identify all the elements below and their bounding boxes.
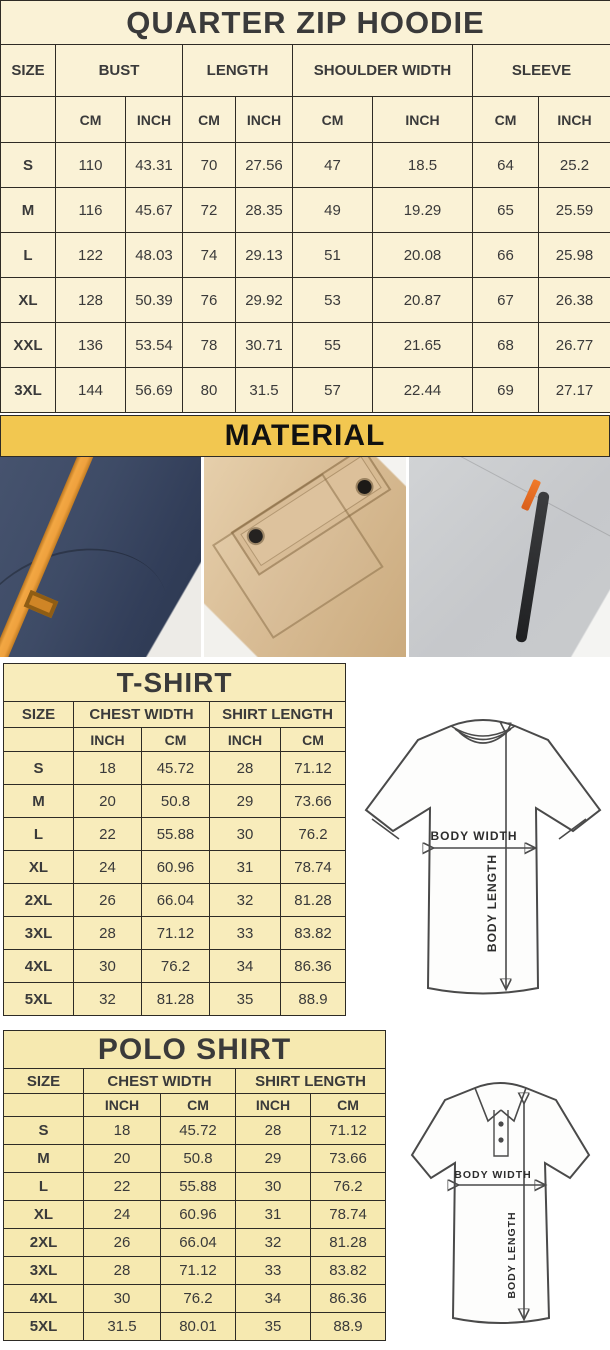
measurement-cell: 31.5 — [236, 368, 293, 413]
size-label-cell: 5XL — [4, 1313, 84, 1341]
measurement-cell: 28 — [84, 1257, 161, 1285]
unit-header: INCH — [84, 1094, 161, 1117]
measurement-cell: 22 — [74, 818, 142, 851]
size-column-header: SIZE — [4, 1069, 84, 1094]
polo-size-table — [3, 1030, 386, 1341]
tshirt-measurement-diagram — [348, 688, 610, 1018]
measurement-cell: 30 — [236, 1173, 311, 1201]
measurement-cell: 45.72 — [161, 1117, 236, 1145]
measurement-cell: 28.35 — [236, 188, 293, 233]
measurement-cell: 55 — [293, 323, 373, 368]
hoodie-title-row — [1, 1, 610, 45]
measurement-cell: 60.96 — [161, 1201, 236, 1229]
size-column-header: SIZE — [4, 702, 74, 728]
unit-header: INCH — [373, 97, 473, 143]
measurement-cell: 70 — [183, 143, 236, 188]
measurement-cell: 86.36 — [311, 1285, 386, 1313]
measurement-cell: 28 — [210, 752, 281, 785]
measurement-cell: 65 — [473, 188, 539, 233]
measurement-cell: 81.28 — [281, 884, 346, 917]
table-row — [4, 1229, 386, 1257]
hoodie-size-table — [0, 0, 610, 413]
size-label-cell: S — [4, 752, 74, 785]
measurement-cell: 66 — [473, 233, 539, 278]
unit-header: INCH — [210, 728, 281, 752]
unit-header: CM — [473, 97, 539, 143]
measurement-cell: 71.12 — [142, 917, 210, 950]
unit-header: INCH — [236, 1094, 311, 1117]
measurement-cell: 57 — [293, 368, 373, 413]
measurement-cell: 26.77 — [539, 323, 610, 368]
measurement-cell: 51 — [293, 233, 373, 278]
measurement-cell: 28 — [236, 1117, 311, 1145]
size-label-cell: 4XL — [4, 950, 74, 983]
empty-header-cell — [4, 728, 74, 752]
measurement-cell: 68 — [473, 323, 539, 368]
table-row — [4, 752, 346, 785]
size-label-cell: 2XL — [4, 1229, 84, 1257]
material-photo-strip — [0, 457, 610, 657]
tshirt-size-table — [3, 663, 346, 1016]
size-label-cell: S — [4, 1117, 84, 1145]
measurement-cell: 122 — [56, 233, 126, 278]
measurement-cell: 30 — [210, 818, 281, 851]
table-row — [1, 323, 610, 368]
size-label-cell: L — [4, 1173, 84, 1201]
measurement-cell: 32 — [236, 1229, 311, 1257]
unit-header: INCH — [539, 97, 610, 143]
size-label-cell: M — [1, 188, 56, 233]
measurement-cell: 74 — [183, 233, 236, 278]
measurement-cell: 20.87 — [373, 278, 473, 323]
snap-button — [355, 477, 374, 496]
measurement-cell: 32 — [210, 884, 281, 917]
measurement-cell: 66.04 — [142, 884, 210, 917]
unit-header: INCH — [74, 728, 142, 752]
measurement-cell: 76.2 — [142, 950, 210, 983]
measurement-cell: 27.56 — [236, 143, 293, 188]
tshirt-table-title: T-SHIRT — [4, 664, 346, 702]
table-row — [1, 278, 610, 323]
measurement-cell: 76.2 — [281, 818, 346, 851]
size-label-cell: 3XL — [1, 368, 56, 413]
polo-title-row — [4, 1031, 386, 1069]
measurement-cell: 110 — [56, 143, 126, 188]
measurement-cell: 72 — [183, 188, 236, 233]
size-label-cell: M — [4, 785, 74, 818]
table-row — [1, 368, 610, 413]
size-label-cell: XL — [4, 1201, 84, 1229]
length-column-header: LENGTH — [183, 45, 293, 97]
measurement-cell: 71.12 — [311, 1117, 386, 1145]
measurement-cell: 29 — [210, 785, 281, 818]
tshirt-outline — [366, 720, 600, 994]
polo-outline — [412, 1083, 589, 1323]
chest-width-column-header: CHEST WIDTH — [74, 702, 210, 728]
measurement-cell: 21.65 — [373, 323, 473, 368]
measurement-cell: 18 — [84, 1117, 161, 1145]
polo-unit-header-row — [4, 1094, 386, 1117]
measurement-cell: 45.72 — [142, 752, 210, 785]
measurement-cell: 45.67 — [126, 188, 183, 233]
measurement-cell: 116 — [56, 188, 126, 233]
measurement-cell: 22.44 — [373, 368, 473, 413]
measurement-cell: 26.38 — [539, 278, 610, 323]
measurement-cell: 71.12 — [161, 1257, 236, 1285]
measurement-cell: 78 — [183, 323, 236, 368]
measurement-cell: 31 — [236, 1201, 311, 1229]
measurement-cell: 35 — [236, 1313, 311, 1341]
table-row — [4, 884, 346, 917]
chest-width-column-header: CHEST WIDTH — [84, 1069, 236, 1094]
size-label-cell: L — [4, 818, 74, 851]
unit-header: CM — [142, 728, 210, 752]
size-label-cell: XL — [4, 851, 74, 884]
measurement-cell: 34 — [236, 1285, 311, 1313]
measurement-cell: 88.9 — [311, 1313, 386, 1341]
table-row — [4, 1257, 386, 1285]
measurement-cell: 76.2 — [161, 1285, 236, 1313]
measurement-cell: 136 — [56, 323, 126, 368]
measurement-cell: 88.9 — [281, 983, 346, 1016]
unit-header: CM — [293, 97, 373, 143]
size-label-cell: M — [4, 1145, 84, 1173]
measurement-cell: 78.74 — [311, 1201, 386, 1229]
polo-table-title: POLO SHIRT — [4, 1031, 386, 1069]
measurement-cell: 31.5 — [84, 1313, 161, 1341]
measurement-cell: 128 — [56, 278, 126, 323]
unit-header: CM — [183, 97, 236, 143]
material-section-title: MATERIAL — [0, 415, 610, 457]
table-row — [4, 1117, 386, 1145]
measurement-cell: 29 — [236, 1145, 311, 1173]
polo-measurement-diagram — [393, 1060, 610, 1350]
size-label-cell: 4XL — [4, 1285, 84, 1313]
measurement-cell: 64 — [473, 143, 539, 188]
measurement-cell: 49 — [293, 188, 373, 233]
unit-header: CM — [56, 97, 126, 143]
measurement-cell: 25.59 — [539, 188, 610, 233]
size-label-cell: XL — [1, 278, 56, 323]
measurement-cell: 76.2 — [311, 1173, 386, 1201]
unit-header: CM — [161, 1094, 236, 1117]
measurement-cell: 18.5 — [373, 143, 473, 188]
measurement-cell: 71.12 — [281, 752, 346, 785]
measurement-cell: 81.28 — [311, 1229, 386, 1257]
polo-table-body — [4, 1117, 386, 1341]
measurement-cell: 30 — [84, 1285, 161, 1313]
hoodie-table-body — [1, 143, 610, 413]
size-column-header: SIZE — [1, 45, 56, 97]
measurement-cell: 50.8 — [142, 785, 210, 818]
measurement-cell: 18 — [74, 752, 142, 785]
table-row — [4, 818, 346, 851]
hoodie-table-title: QUARTER ZIP HOODIE — [1, 1, 610, 45]
hoodie-group-header-row — [1, 45, 610, 97]
measurement-cell: 20 — [74, 785, 142, 818]
table-row — [4, 1313, 386, 1341]
measurement-cell: 19.29 — [373, 188, 473, 233]
measurement-cell: 144 — [56, 368, 126, 413]
empty-header-cell — [4, 1094, 84, 1117]
measurement-cell: 26 — [84, 1229, 161, 1257]
body-length-label: BODY LENGTH — [506, 1211, 518, 1299]
polo-button — [498, 1121, 503, 1126]
measurement-cell: 83.82 — [311, 1257, 386, 1285]
tshirt-title-row — [4, 664, 346, 702]
size-label-cell: S — [1, 143, 56, 188]
unit-header: INCH — [126, 97, 183, 143]
measurement-cell: 43.31 — [126, 143, 183, 188]
measurement-cell: 35 — [210, 983, 281, 1016]
table-row — [1, 233, 610, 278]
table-row — [4, 983, 346, 1016]
table-row — [4, 917, 346, 950]
measurement-cell: 27.17 — [539, 368, 610, 413]
measurement-cell: 32 — [74, 983, 142, 1016]
polo-group-header-row — [4, 1069, 386, 1094]
measurement-cell: 26 — [74, 884, 142, 917]
table-row — [4, 1145, 386, 1173]
measurement-cell: 29.13 — [236, 233, 293, 278]
polo-button — [498, 1137, 503, 1142]
tshirt-group-header-row — [4, 702, 346, 728]
measurement-cell: 67 — [473, 278, 539, 323]
measurement-cell: 55.88 — [161, 1173, 236, 1201]
unit-header: CM — [281, 728, 346, 752]
table-row — [4, 1285, 386, 1313]
measurement-cell: 80.01 — [161, 1313, 236, 1341]
material-photo-khaki-pocket — [204, 457, 405, 657]
measurement-cell: 31 — [210, 851, 281, 884]
measurement-cell: 25.98 — [539, 233, 610, 278]
measurement-cell: 86.36 — [281, 950, 346, 983]
unit-header: INCH — [236, 97, 293, 143]
measurement-cell: 24 — [84, 1201, 161, 1229]
measurement-cell: 69 — [473, 368, 539, 413]
measurement-cell: 81.28 — [142, 983, 210, 1016]
measurement-cell: 55.88 — [142, 818, 210, 851]
measurement-cell: 22 — [84, 1173, 161, 1201]
tshirt-table-body — [4, 752, 346, 1016]
measurement-cell: 25.2 — [539, 143, 610, 188]
photo-background-corner — [0, 457, 201, 657]
size-label-cell: XXL — [1, 323, 56, 368]
unit-header: CM — [311, 1094, 386, 1117]
measurement-cell: 78.74 — [281, 851, 346, 884]
shirt-length-column-header: SHIRT LENGTH — [210, 702, 346, 728]
measurement-cell: 66.04 — [161, 1229, 236, 1257]
size-label-cell: L — [1, 233, 56, 278]
measurement-cell: 50.8 — [161, 1145, 236, 1173]
size-label-cell: 3XL — [4, 917, 74, 950]
body-length-label: BODY LENGTH — [485, 853, 499, 953]
measurement-cell: 83.82 — [281, 917, 346, 950]
table-row — [4, 950, 346, 983]
material-photo-gray-zipper — [409, 457, 610, 657]
sleeve-column-header: SLEEVE — [473, 45, 610, 97]
measurement-cell: 73.66 — [281, 785, 346, 818]
measurement-cell: 60.96 — [142, 851, 210, 884]
measurement-cell: 34 — [210, 950, 281, 983]
measurement-cell: 80 — [183, 368, 236, 413]
hoodie-unit-header-row — [1, 97, 610, 143]
shoulder-width-column-header: SHOULDER WIDTH — [293, 45, 473, 97]
table-row — [1, 143, 610, 188]
measurement-cell: 56.69 — [126, 368, 183, 413]
body-width-label: BODY WIDTH — [454, 1169, 532, 1181]
size-label-cell: 5XL — [4, 983, 74, 1016]
measurement-cell: 73.66 — [311, 1145, 386, 1173]
measurement-cell: 28 — [74, 917, 142, 950]
table-row — [1, 188, 610, 233]
empty-header-cell — [1, 97, 56, 143]
table-row — [4, 851, 346, 884]
measurement-cell: 76 — [183, 278, 236, 323]
table-row — [4, 1201, 386, 1229]
table-row — [4, 1173, 386, 1201]
measurement-cell: 33 — [210, 917, 281, 950]
tshirt-unit-header-row — [4, 728, 346, 752]
measurement-cell: 53.54 — [126, 323, 183, 368]
measurement-cell: 53 — [293, 278, 373, 323]
bust-column-header: BUST — [56, 45, 183, 97]
body-width-label: BODY WIDTH — [430, 829, 518, 843]
material-photo-navy-drawstring — [0, 457, 201, 657]
size-label-cell: 2XL — [4, 884, 74, 917]
size-label-cell: 3XL — [4, 1257, 84, 1285]
measurement-cell: 48.03 — [126, 233, 183, 278]
shirt-length-column-header: SHIRT LENGTH — [236, 1069, 386, 1094]
photo-background-corner — [409, 457, 610, 657]
measurement-cell: 20.08 — [373, 233, 473, 278]
measurement-cell: 24 — [74, 851, 142, 884]
measurement-cell: 20 — [84, 1145, 161, 1173]
table-row — [4, 785, 346, 818]
measurement-cell: 30 — [74, 950, 142, 983]
measurement-cell: 50.39 — [126, 278, 183, 323]
measurement-cell: 30.71 — [236, 323, 293, 368]
measurement-cell: 29.92 — [236, 278, 293, 323]
measurement-cell: 33 — [236, 1257, 311, 1285]
measurement-cell: 47 — [293, 143, 373, 188]
